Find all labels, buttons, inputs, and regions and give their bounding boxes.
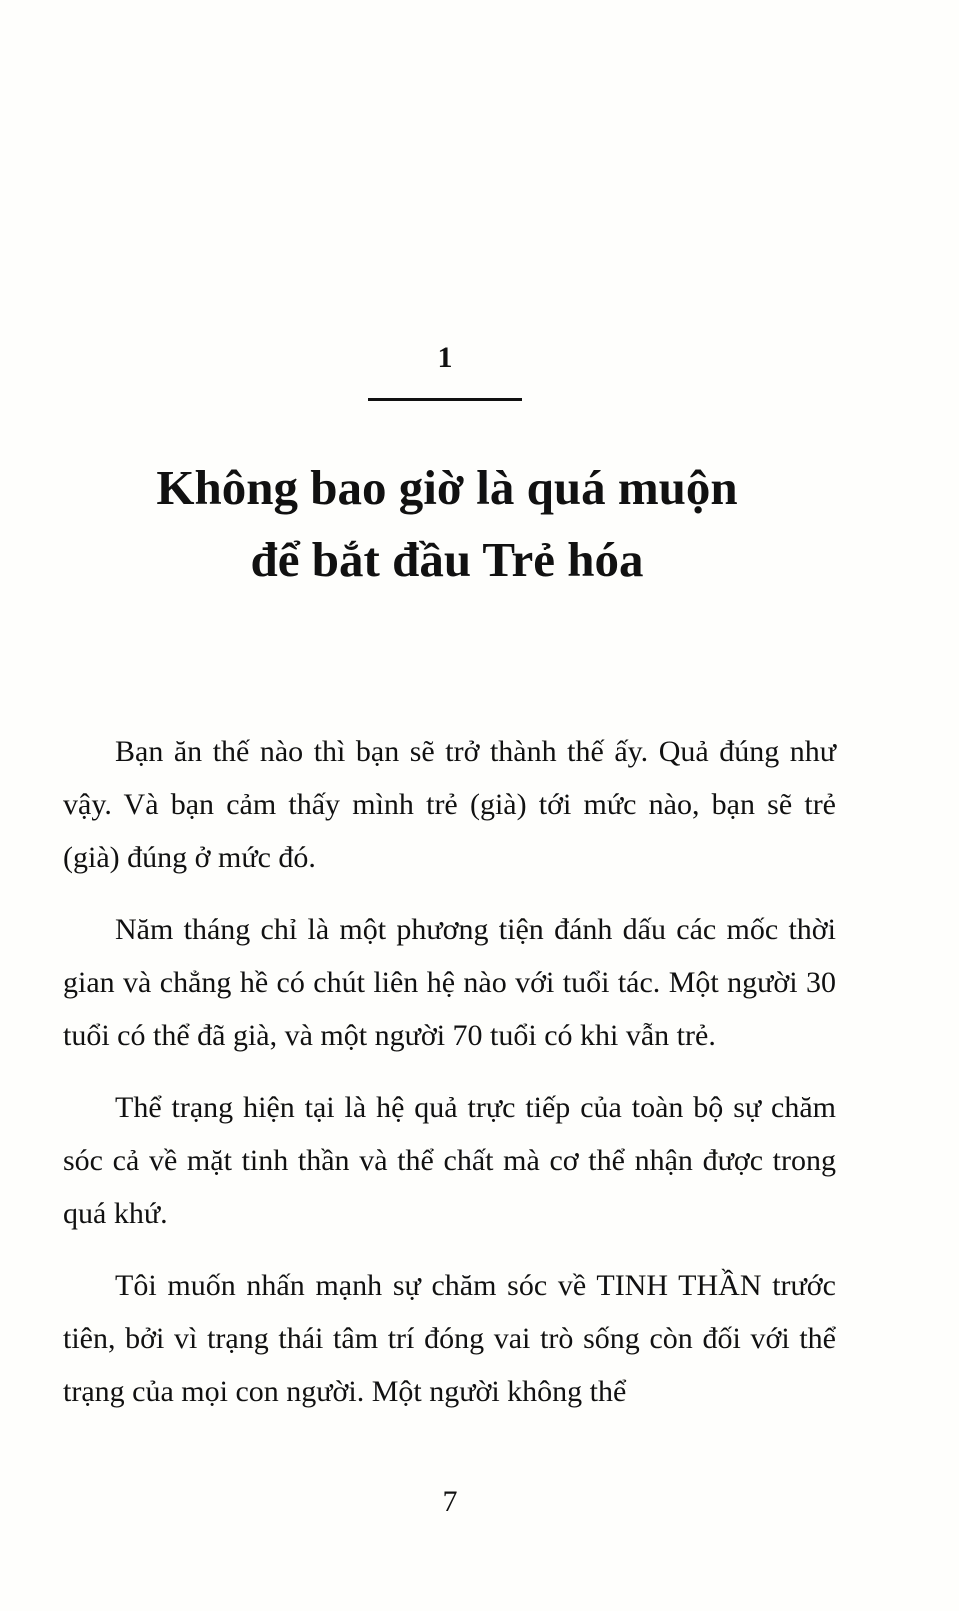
chapter-divider (368, 398, 522, 401)
chapter-number: 1 (437, 341, 453, 374)
chapter-title-line-1: Không bao giờ là quá muộn (156, 460, 738, 515)
paragraph-2: Năm tháng chỉ là một phương tiện đánh dấu các mốc thời gian và chẳng hề có chút liên hệ nào với tuổi tác. Một người 30 tuổi có thể đã già, và một người 70 tuổi có khi vẫn trẻ. (63, 913, 836, 1052)
chapter-title-line-2: để bắt đầu Trẻ hóa (250, 532, 644, 587)
page-number: 7 (442, 1485, 458, 1518)
paragraph-4: Tôi muốn nhấn mạnh sự chăm sóc về TINH THẦN trước tiên, bởi vì trạng thái tâm trí đóng vai trò sống còn đối với thể trạng của mọi con người. Một người không thể (63, 1269, 836, 1408)
paragraph-3: Thể trạng hiện tại là hệ quả trực tiếp của toàn bộ sự chăm sóc cả về mặt tinh thần và thể chất mà cơ thể nhận được trong quá khứ. (63, 1091, 836, 1230)
body-text (63, 725, 836, 1437)
paragraph-1: Bạn ăn thế nào thì bạn sẽ trở thành thế ấy. Quả đúng như vậy. Và bạn cảm thấy mình trẻ (già) tới mức nào, bạn sẽ trẻ (già) đúng ở mức đó. (63, 735, 836, 874)
chapter-title (0, 452, 894, 596)
